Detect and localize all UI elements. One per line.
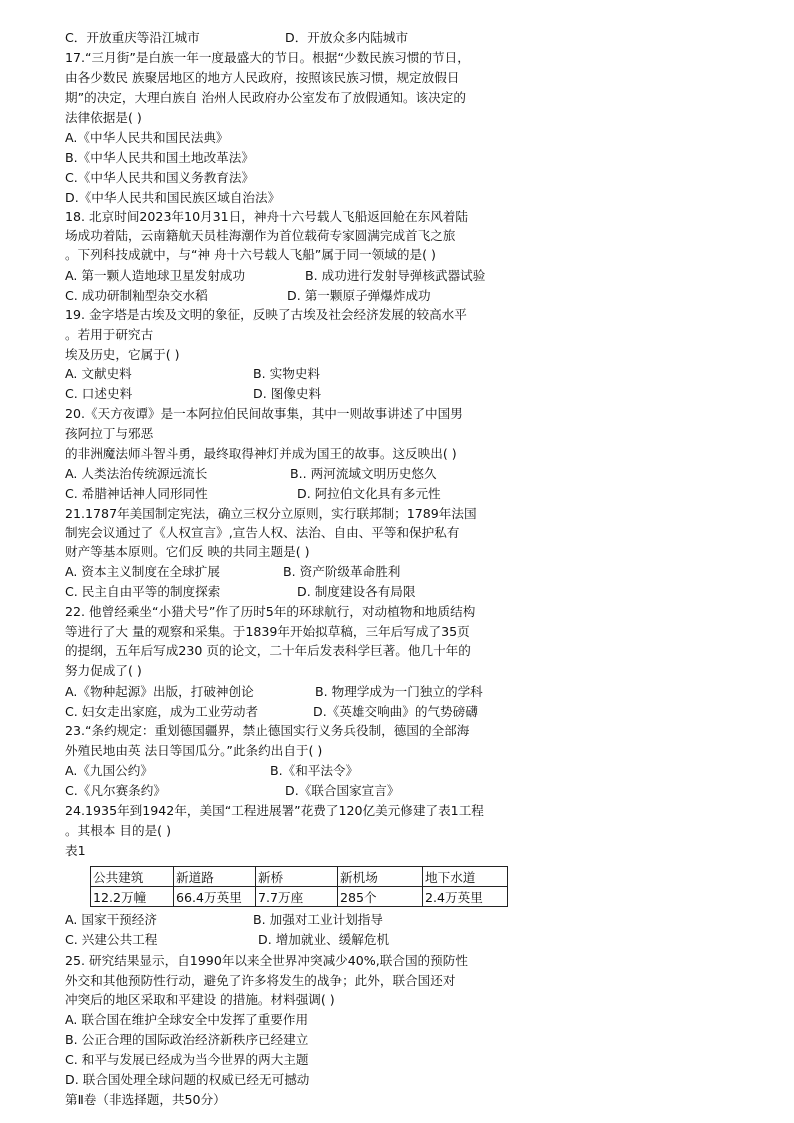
lines-option-right: B. 资产阶级革命胜利	[283, 564, 401, 579]
lines-line: 22. 他曾经乘坐“小猎犬号”作了历时5年的环球航行，对动植物和地质结构	[65, 604, 476, 619]
table-header-cell: 新道路	[174, 867, 256, 887]
lines2-line: 25. 研究结果显示，自1990年以来全世界冲突减少40%,联合国的预防性	[65, 953, 468, 968]
lines2-line: B. 公正合理的国际政治经济新秩序已经建立	[65, 1032, 309, 1047]
lines-line: 表1	[65, 843, 86, 858]
lines-option-right: D．开放众多内陆城市	[285, 30, 409, 45]
lines-option-right: D. 图像史料	[253, 386, 322, 401]
table-header-cell: 新机场	[338, 867, 423, 887]
lines-line: C. 希腊神话神人同形同性	[65, 486, 208, 501]
lines2-line: 第Ⅱ卷（非选择题，共50分）	[65, 1092, 226, 1107]
lines-line: 埃及历史，它属于( )	[65, 347, 180, 362]
lines2-option-right: D. 增加就业、缓解危机	[258, 932, 390, 947]
lines-line: 。若用于研究古	[65, 327, 154, 342]
lines-option-right: D.《英雄交响曲》的气势磅礴	[313, 704, 478, 719]
lines-line: 由各少数民 族聚居地区的地方人民政府，按照该民族习惯，规定放假日	[65, 70, 460, 85]
lines-line: A. 资本主义制度在全球扩展	[65, 564, 220, 579]
table-header-cell: 新桥	[256, 867, 338, 887]
lines2-line: C. 和平与发展已经成为当今世界的两大主题	[65, 1052, 309, 1067]
lines-option-right: D. 第一颗原子弹爆炸成功	[287, 288, 431, 303]
table-cell: 12.2万幢	[91, 887, 174, 907]
lines-line: 17.“三月街”是白族一年一度最盛大的节日。根据“少数民族习惯的节日，	[65, 50, 470, 65]
table-cell: 66.4万英里	[174, 887, 256, 907]
lines-line: 法律依据是( )	[65, 110, 142, 125]
lines-option-right: D.《联合国家宣言》	[285, 783, 400, 798]
lines-line: 孩阿拉丁与邪恶	[65, 426, 154, 441]
lines-option-right: B.. 两河流域文明历史悠久	[290, 466, 437, 481]
lines-line: A.《物种起源》出版，打破神创论	[65, 684, 254, 699]
lines-line: D.《中华人民共和国民族区域自治法》	[65, 190, 281, 205]
lines-line: 。其根本 目的是( )	[65, 823, 171, 838]
lines2-line: C. 兴建公共工程	[65, 932, 158, 947]
lines-line: A. 第一颗人造地球卫星发射成功	[65, 268, 246, 283]
lines-line: 23.“条约规定：重划德国疆界，禁止德国实行义务兵役制，德国的全部海	[65, 723, 470, 738]
lines-line: 财产等基本原则。它们反 映的共同主题是( )	[65, 544, 310, 559]
lines-line: C.《中华人民共和国义务教育法》	[65, 170, 255, 185]
table-header-cell: 公共建筑	[91, 867, 174, 887]
lines-line: 19. 金字塔是古埃及文明的象征，反映了古埃及社会经济发展的较高水平	[65, 307, 467, 322]
lines-line: C. 民主自由平等的制度探索	[65, 584, 221, 599]
table-cell: 7.7万座	[256, 887, 338, 907]
lines-line: 。下列科技成就中，与“神 舟十六号载人飞船”属于同一领域的是( )	[65, 247, 436, 262]
lines-line: C．开放重庆等沿江城市	[65, 30, 200, 45]
lines-line: A. 人类法治传统源远流长	[65, 466, 208, 481]
data-table	[90, 866, 508, 907]
lines-line: 21.1787年美国制定宪法，确立三权分立原则，实行联邦制；1789年法国	[65, 506, 477, 521]
lines-line: 努力促成了( )	[65, 663, 142, 678]
lines-line: 外殖民地由英 法日等国瓜分。”此条约出自于( )	[65, 743, 323, 758]
lines-line: 的提纲，五年后写成230 页的论文，二十年后发表科学巨著。他几十年的	[65, 643, 471, 658]
lines-option-right: B. 成功进行发射导弹核武器试验	[305, 268, 486, 283]
lines-option-right: B.《和平法令》	[270, 763, 359, 778]
lines-line: A.《九国公约》	[65, 763, 153, 778]
lines-line: 期”的决定，大理白族自 治州人民政府办公室发布了放假通知。该决定的	[65, 90, 466, 105]
lines-option-right: B. 实物史料	[253, 366, 321, 381]
table-row	[91, 867, 508, 887]
lines2-line: 冲突后的地区采取和平建设 的措施。材料强调( )	[65, 992, 335, 1007]
table-cell: 285个	[338, 887, 423, 907]
lines-line: B.《中华人民共和国土地改革法》	[65, 150, 254, 165]
lines2-option-right: B. 加强对工业计划指导	[253, 912, 383, 927]
lines2-line: A. 联合国在维护全球安全中发挥了重要作用	[65, 1012, 309, 1027]
lines-line: C. 成功研制籼型杂交水稻	[65, 288, 208, 303]
lines-line: 制宪会议通过了《人权宣言》,宣告人权、法治、自由、平等和保护私有	[65, 525, 460, 540]
lines-line: 的非洲魔法师斗智斗勇，最终取得神灯并成为国王的故事。这反映出( )	[65, 446, 457, 461]
lines-line: A. 文献史料	[65, 366, 132, 381]
table-row	[91, 887, 508, 907]
lines2-line: A. 国家干预经济	[65, 912, 157, 927]
table-header-cell: 地下水道	[423, 867, 508, 887]
lines-line: 20.《天方夜谭》是一本阿拉伯民间故事集，其中一则故事讲述了中国男	[65, 406, 463, 421]
lines-line: C. 妇女走出家庭，成为工业劳动者	[65, 704, 259, 719]
lines-line: A.《中华人民共和国民法典》	[65, 130, 229, 145]
lines-line: C. 口述史料	[65, 386, 133, 401]
lines-line: 18. 北京时间2023年10月31日，神舟十六号载人飞船返回舱在东风着陆	[65, 209, 468, 224]
lines-option-right: B. 物理学成为一门独立的学科	[315, 684, 483, 699]
lines2-line: 外交和其他预防性行动，避免了许多将发生的战争；此外，联合国还对	[65, 973, 456, 988]
lines-line: 24.1935年到1942年，美国“工程进展署”花费了120亿美元修建了表1工程	[65, 803, 484, 818]
lines-line: 场成功着陆，云南籍航天员桂海潮作为首位载荷专家圆满完成首飞之旅	[65, 228, 456, 243]
lines-line: C.《凡尔赛条约》	[65, 783, 166, 798]
lines-option-right: D. 制度建设各有局限	[297, 584, 416, 599]
lines2-line: D. 联合国处理全球问题的权威已经无可撼动	[65, 1072, 310, 1087]
lines-line: 等进行了大 量的观察和采集。于1839年开始拟草稿，三年后写成了35页	[65, 624, 470, 639]
table-cell: 2.4万英里	[423, 887, 508, 907]
lines-option-right: D. 阿拉伯文化具有多元性	[297, 486, 441, 501]
